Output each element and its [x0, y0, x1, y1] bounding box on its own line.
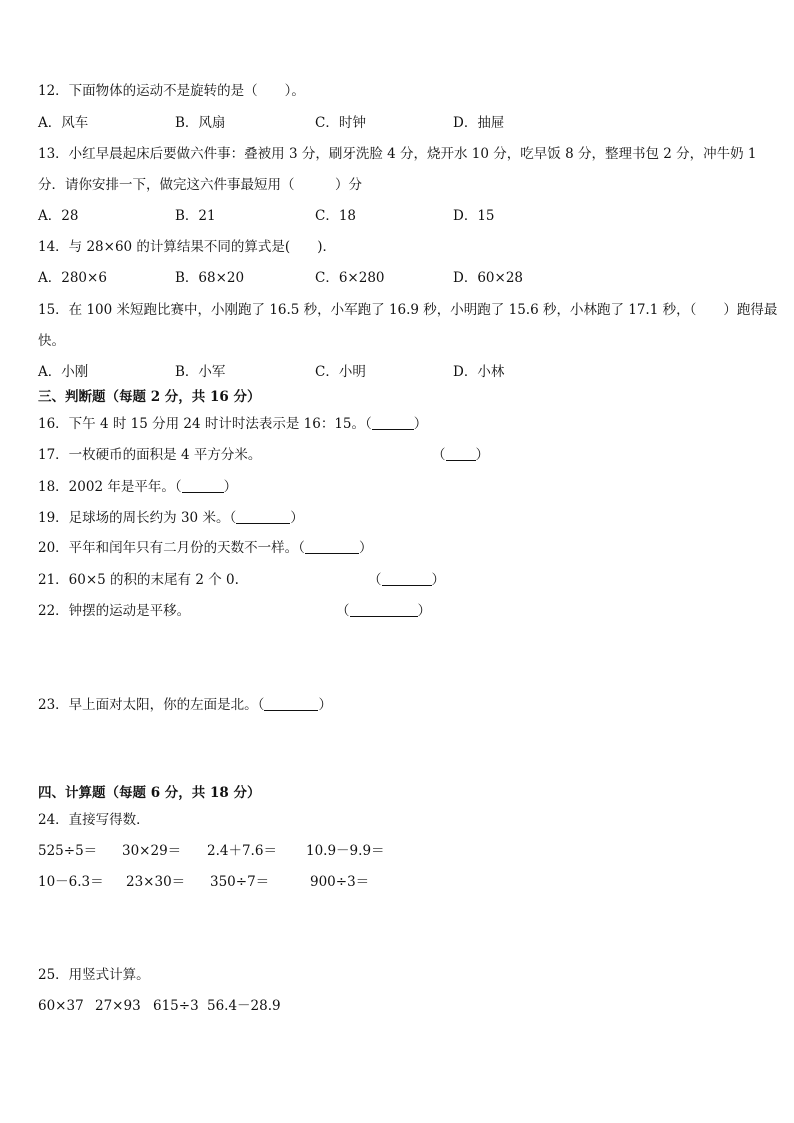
option-b: B．68×20 [175, 270, 245, 286]
question-18-text: 18．2002 年是平年。（ [38, 479, 182, 495]
question-23-text: 23．早上面对太阳，你的左面是北。（ [38, 697, 265, 713]
expression: 2.4＋7.6＝ [207, 843, 277, 859]
answer-blank[interactable] [382, 572, 432, 586]
question-19 [38, 508, 304, 528]
question-14-options [38, 268, 758, 288]
question-24-row-1 [38, 841, 758, 861]
option-a: A．小刚 [38, 364, 89, 380]
option-c: C．小明 [315, 364, 366, 380]
question-23 [38, 695, 332, 715]
option-d: D．小林 [453, 364, 505, 380]
expression: 10－6.3＝ [38, 874, 104, 890]
option-a: A．28 [38, 208, 79, 224]
question-14-stem: 14．与 28×60 的计算结果不同的算式是( )． [38, 239, 336, 255]
section-4-title: 四、计算题（每题 6 分，共 18 分） [38, 785, 261, 801]
expression: 900÷3＝ [310, 874, 370, 890]
answer-blank[interactable] [446, 447, 476, 461]
question-13-stem-line1: 13．小红早晨起床后要做六件事：叠被用 3 分，刷牙洗脸 4 分，烧开水 10 分，吃早饭 8 分，整理书包 2 分，冲牛奶 1 [38, 146, 757, 162]
question-13-stem-line2: 分．请你安排一下，做完这六件事最短用（ ）分 [38, 177, 362, 193]
question-12-stem: 12．下面物体的运动不是旋转的是（ ）。 [38, 83, 305, 99]
option-a: A．风车 [38, 115, 89, 131]
paren-close: ） [475, 447, 489, 463]
answer-blank[interactable] [236, 510, 290, 524]
expression: 23×30＝ [126, 874, 186, 890]
expression: 615÷3 [153, 998, 199, 1014]
option-d: D．抽屉 [453, 115, 505, 131]
option-b: B．小军 [175, 364, 226, 380]
question-25-items [38, 996, 758, 1016]
answer-blank[interactable] [264, 697, 318, 711]
answer-blank[interactable] [372, 416, 414, 430]
answer-blank[interactable] [350, 603, 418, 617]
option-a: A．280×6 [38, 270, 107, 286]
paren-close: ） [358, 540, 373, 556]
paren-open: （ [368, 572, 382, 588]
paren-open: （ [432, 447, 446, 463]
question-12-options [38, 113, 758, 133]
question-22-text: 22．钟摆的运动是平移。 [38, 603, 191, 619]
expression: 27×93 [95, 998, 141, 1014]
question-16 [38, 414, 427, 434]
expression: 30×29＝ [122, 843, 182, 859]
option-d: D．15 [453, 208, 495, 224]
option-c: C．6×280 [315, 270, 385, 286]
question-24-stem: 24．直接写得数． [38, 812, 150, 828]
question-15-stem-line1: 15．在 100 米短跑比赛中，小刚跑了 16.5 秒，小军跑了 16.9 秒，小明跑了 15.6 秒，小林跑了 17.1 秒，（ ）跑得最 [38, 302, 778, 318]
paren-close: ） [431, 572, 445, 588]
expression: 350÷7＝ [210, 874, 270, 890]
option-d: D．60×28 [453, 270, 523, 286]
question-15-options [38, 362, 758, 382]
paren-close: ） [290, 510, 304, 526]
option-c: C．时钟 [315, 115, 366, 131]
option-b: B．21 [175, 208, 216, 224]
question-16-text: 16．下午 4 时 15 分用 24 时计时法表示是 16：15。（ [38, 416, 372, 432]
question-18 [38, 477, 237, 497]
paren-close: ） [413, 416, 428, 432]
option-b: B．风扇 [175, 115, 226, 131]
question-20 [38, 538, 372, 558]
question-15-stem-line2: 快。 [38, 333, 65, 349]
paren-close: ） [223, 479, 238, 495]
paren-close: ） [417, 603, 431, 619]
question-21-answer [368, 570, 445, 590]
answer-blank[interactable] [305, 540, 359, 554]
option-c: C．18 [315, 208, 357, 224]
question-22-answer [336, 601, 431, 621]
expression: 60×37 [38, 998, 84, 1014]
answer-blank[interactable] [182, 479, 224, 493]
question-17-answer [432, 445, 489, 465]
question-21-text: 21．60×5 的积的末尾有 2 个 0. [38, 572, 239, 588]
expression: 10.9－9.9＝ [306, 843, 385, 859]
question-20-text: 20．平年和闰年只有二月份的天数不一样。（ [38, 540, 305, 556]
expression: 56.4－28.9 [207, 998, 281, 1014]
question-25-stem: 25．用竖式计算。 [38, 967, 150, 983]
question-24-row-2 [38, 872, 758, 892]
paren-close: ） [318, 697, 332, 713]
expression: 525÷5＝ [38, 843, 98, 859]
section-3-title: 三、判断题（每题 2 分，共 16 分） [38, 389, 261, 405]
question-17-text: 17．一枚硬币的面积是 4 平方分米。 [38, 447, 262, 463]
paren-open: （ [336, 603, 350, 619]
question-13-options [38, 206, 758, 226]
question-19-text: 19．足球场的周长约为 30 米。（ [38, 510, 237, 526]
